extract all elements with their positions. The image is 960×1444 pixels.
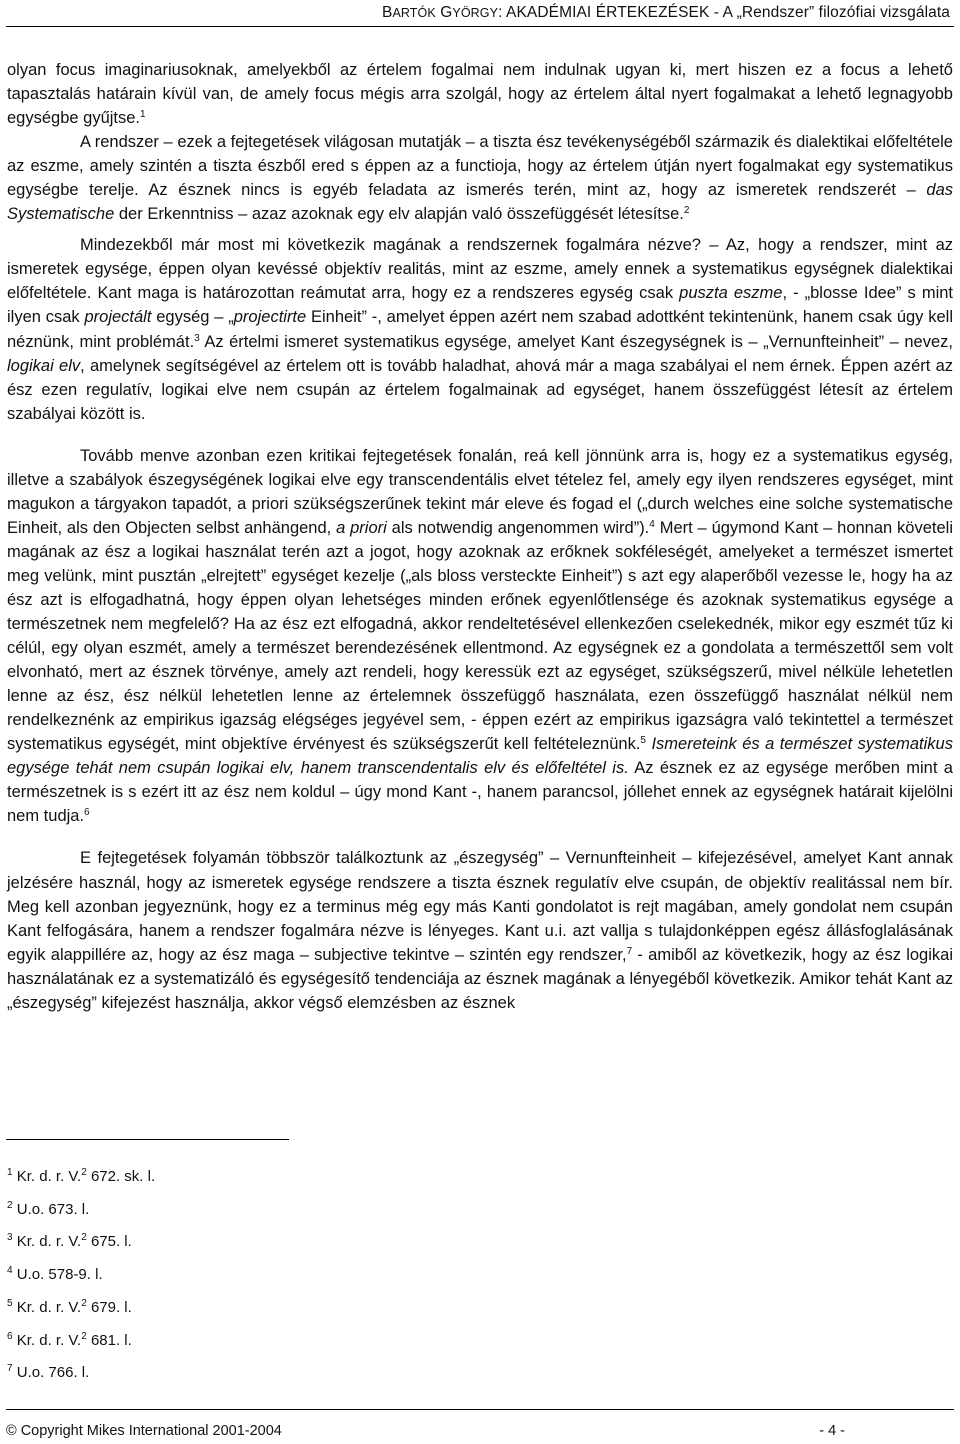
footnote-ref: 7: [626, 945, 633, 957]
footnote-5: $^5$ Kr. d. r. V.$^2$ 679. l.: [7, 1297, 132, 1316]
body-text: [7, 58, 953, 1015]
footnotes: [7, 1161, 155, 1390]
page-number: - 4 -: [819, 1423, 845, 1439]
footnote-ref: 4: [649, 518, 655, 530]
paragraph-4: Tovább menve azonban ezen kritikai fejtegetések fonalán, reá kell jönnünk arra is, hogy ez a systematikus egység, illetve a szabályok észegységének logikai elve egy transcendentális elvet tételez fel, amely egy ilyen rendszeres egységet, mint magukon a tárgyakon tapadót, a priori szükségszerűnek tekint már eleve és fogad el („durch welches eine solche systematische Einheit, als den Objecten selbst anhängend, a priori als notwendig angenommen wird”).$^4$ Mert – úgymond Kant – honnan követeli magának az ész a logikai használat terén azt a jogot, hogy azoknak az erőknek sokféleségét, amelyeket a természet ismertet meg velünk, mint pusztán „elrejtett” egységet kezelje („als bloss versteckte Einheit”) s azt egy alaperőből vezesse le, hogy ha az ész azt is elfogadhatná, hogy éppen olyan lehetséges minden erőnek egyenlőtlensége és azoknak systematikus egysége a természetnek nem megfelelő? Ha az ész ezt elfogadná, akkor rendeltetésével ellenkezően cselekednék, mikor egy eszmét tűz ki célúl, egy olyan eszmét, amely a természet berendezésének ellentmond. Az egységnek ez a gondolata a természettől sem volt elvonható, mert az észnek törvénye, amely azt rendeli, hogy keressük ezt az egységet, szükségszerű, mivel nélküle lehetetlen lenne az ész, ész nélkül lehetetlen lenne az értelemnek összefüggő használata, ezen összefüggő használat nélkül nem rendelkeznénk az empirikus igazság elégséges jegyével sem, - éppen ezért az empirikus igazságra való tekintettel a természet systematikus egységét, mint objektíve érvényest és szükségszerűt kell feltételeznünk.$^5$ Ismereteink és a természet systematikus egysége tehát nem csupán logikai elv, hanem transcendentalis elv és előfeltétel is. Az észnek ez az egysége merőben mint a természetnek is s ezért itt az ész nem koldul – úgy mond Kant -, hanem parancsol, jóllehet ennek az egységnek határait kijelölni nem tudja.$^6$: [7, 446, 953, 826]
copyright-notice: © Copyright Mikes International 2001-2004: [6, 1423, 282, 1439]
header-rule: [6, 26, 954, 27]
footnote-4: $^4$ U.o. 578-9. l.: [7, 1265, 103, 1284]
paragraph-5: E fejtegetések folyamán többször találkoztunk az „észegység” – Vernunfteinheit – kifejezésével, amelyet Kant annak jelzésére használ, hogy az ismeretek egysége rendszere a tiszta észnek regulatív elve csupán, de objektív realitással nem bír. Meg kell azonban jegyeznünk, hogy ez a terminus még egy más Kanti gondolatot is rejt magában, amely gondolat nem csupán Kant felfogására, hanem a rendszer fogalmára nézve is lényeges. Kant u.i. azt vallja s tulajdonképpen egész állásfoglalásának egyik alappillére az, hogy az ész maga – subjective tekintve – szintén egy rendszer,$^7$ - amiből az következik, hogy az ész logikai használatának ez a systematizáló és egységesítő tendenciája az észnek magának a lényegéből következik. Amikor tehát Kant az „észegység” kifejezést használja, akkor végső elemzésben az észnek: [7, 849, 953, 1012]
running-header: BARTÓK GYÖRGY: AKADÉMIAI ÉRTEKEZÉSEK - A „Rendszer” filozófiai vizsgálata: [382, 4, 950, 21]
footnote-ref: 2: [683, 205, 690, 217]
paragraph-2: A rendszer – ezek a fejtegetések világosan mutatják – a tiszta ész tevékenységéből származik és dialektikai előfeltétele az eszme, amely szintén a tiszta észből ered s éppen az a functioja, hogy az értelem útján nyert fogalmakat egy systematikus egységbe terelje. Az észnek nincs is egyéb feladata az ismerés terén, mint az, hogy az ismeretek rendszerét – das Systematische der Erkenntniss – azaz azoknak egy elv alapján való összefüggését létesítse.$^2$: [7, 133, 953, 224]
footnote-ref: 6: [84, 807, 90, 819]
footnote-separator: [6, 1139, 289, 1140]
footnote-3: $^3$ Kr. d. r. V.$^2$ 675. l.: [7, 1232, 132, 1251]
footnote-7: $^7$ U.o. 766. l.: [7, 1363, 90, 1382]
paragraph-3: Mindezekből már most mi következik magának a rendszernek fogalmára nézve? – Az, hogy a rendszer, mint az ismeretek egysége, éppen olyan kevéssé objektív realitás, mint az eszme, amely ennek a systematikus egységnek dialektikai előfeltétele. Kant maga is határozottan reámutat arra, hogy ez a rendszeres egység csak puszta eszme, - „blosse Idee” s mint ilyen csak projectált egység – „projectirte Einheit” -, amelyet éppen azért nem szabad adottként tekintenünk, hanem csak úgy kell néznünk, mint problémát.$^3$ Az értelmi ismeret systematikus egysége, amelyet Kant észegységnek is – „Vernunfteinheit” – nevez, logikai elv, amelynek segítségével az értelem ott is tovább haladhat, ahová már a maga szabályai el nem érnek. Éppen azért az ész ezen regulatív, logikai elve nem csupán az értelem fogalmainak ad egységet, hanem összefüggést létesít az értelem szabályai között is.: [7, 236, 954, 423]
footnote-1: $^1$ Kr. d. r. V.$^2$ 672. sk. l.: [7, 1167, 156, 1185]
footnote-ref: 5: [640, 735, 646, 747]
footnote-ref: 3: [194, 332, 200, 344]
paragraph-1: olyan focus imaginariusoknak, amelyekből az értelem fogalmai nem indulnak ugyan ki, mert hiszen ez a focus a lehető tapasztalás határain kívül van, de amely focus mégis arra szolgál, hogy az értelem által nyert fogalmakat a lehető legnagyobb egységbe gyűjtse.$^1$: [7, 61, 953, 128]
footnote-2: $^2$ U.o. 673. l.: [7, 1199, 90, 1218]
footnote-6: $^6$ Kr. d. r. V.$^2$ 681. l.: [7, 1330, 132, 1349]
footer-rule: [6, 1409, 954, 1410]
footnote-ref: 1: [140, 109, 146, 121]
